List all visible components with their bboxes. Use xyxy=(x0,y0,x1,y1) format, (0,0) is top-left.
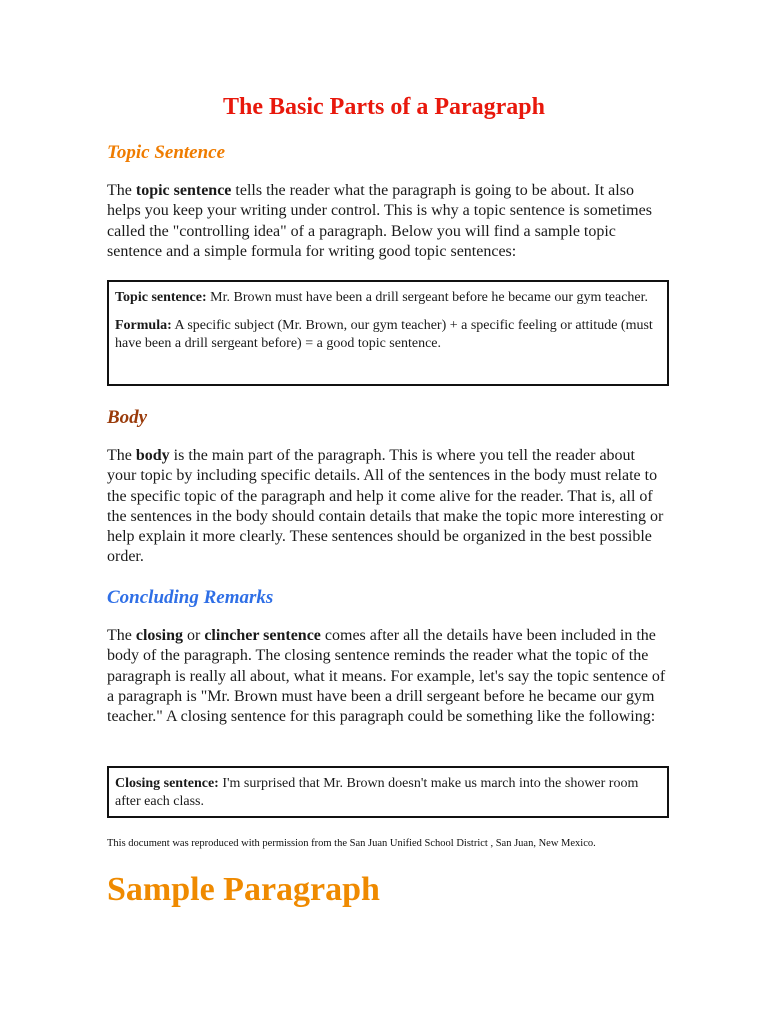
topic-sentence-example-box xyxy=(107,280,669,386)
closing-example-text: I'm surprised that Mr. Brown doesn't make us march into the shower room after each class. xyxy=(115,776,639,809)
topic-paragraph-rest: tells the reader what the paragraph is going to be about. It also helps you keep your writing under control. This is why a topic sentence is sometimes called the "controlling idea" of a paragraph. Below you will find a sample topic sentence and a simple formula for writing good topic sentences: xyxy=(107,182,652,260)
topic-example-label: Topic sentence: xyxy=(115,290,207,305)
formula-label: Formula: xyxy=(115,318,172,333)
topic-example-text: Mr. Brown must have been a drill sergeant before he became our gym teacher. xyxy=(206,290,649,305)
formula-line xyxy=(115,317,661,353)
sample-paragraph-heading: Sample Paragraph xyxy=(107,871,380,908)
closing-sentence-example-box xyxy=(107,766,669,818)
clincher-bold-term: clincher sentence xyxy=(204,627,321,644)
closing-example-label: Closing sentence: xyxy=(115,776,219,791)
topic-sentence-heading: Topic Sentence xyxy=(107,142,226,163)
formula-text: A specific subject (Mr. Brown, our gym teacher) + a specific feeling or attitude (must have been a drill sergeant before) = a good topic sentence. xyxy=(115,318,653,351)
page-title: The Basic Parts of a Paragraph xyxy=(223,94,545,120)
closing-example-line xyxy=(115,775,661,811)
topic-paragraph-start: The xyxy=(107,182,136,199)
body-paragraph-rest: is the main part of the paragraph. This is where you tell the reader about your topic by including specific details. All of the sentences in the body must relate to the specific topic of the paragraph and help it come alive for the reader. That is, all of the sentences in the body should contain details that make the topic more interesting or help explain it more clearly. These sentences should be organized in the best possible order. xyxy=(107,447,664,566)
concluding-paragraph-start: The xyxy=(107,627,136,644)
body-paragraph xyxy=(107,446,667,568)
topic-example-line xyxy=(115,289,661,307)
concluding-remarks-heading: Concluding Remarks xyxy=(107,587,274,608)
closing-bold-term: closing xyxy=(135,627,183,644)
body-paragraph-start: The xyxy=(107,447,136,464)
concluding-paragraph-rest: comes after all the details have been included in the body of the paragraph. The closing sentence reminds the reader what the topic of the paragraph is really all about, what it means. For example, let's say the topic sentence of a paragraph is "Mr. Brown must have been a drill sergeant before he became our gym teacher." A closing sentence for this paragraph could be something like the following: xyxy=(107,627,666,726)
topic-paragraph-bold-term: topic sentence xyxy=(135,182,232,199)
body-heading: Body xyxy=(107,407,148,428)
permission-credit: This document was reproduced with permission from the San Juan Unified School District , San Juan, New Mexico. xyxy=(107,838,596,849)
topic-sentence-paragraph xyxy=(107,181,667,262)
concluding-paragraph xyxy=(107,626,667,727)
concluding-paragraph-or: or xyxy=(183,627,205,644)
body-paragraph-bold-term: body xyxy=(135,447,170,464)
